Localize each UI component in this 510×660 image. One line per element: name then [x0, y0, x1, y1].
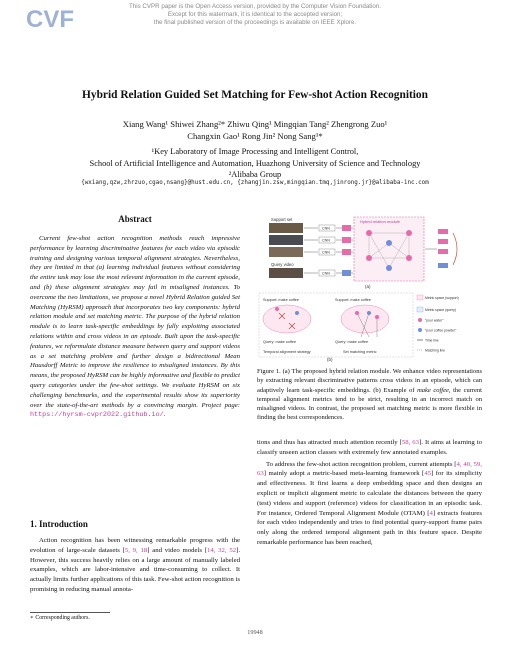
intro-text: ]. However, this success heavily relies on a large amount of manually labeled examples, which are labor-intensive and time-consuming to collect. It actually limits further applications of this task. Few-shot action recognition is promising in reducing manual annota-: [30, 546, 241, 593]
citation-link[interactable]: 45: [424, 470, 432, 478]
open-access-watermark: [0, 3, 510, 27]
affiliation-line: ²Alibaba Group: [228, 170, 282, 179]
query-make-coffee-label: Query: make coffee: [335, 340, 369, 344]
cnn-label: CNN: [322, 271, 330, 276]
legend-entry: Metric space (query): [425, 308, 456, 312]
figure-legend: [417, 295, 459, 353]
figure-1: [257, 213, 482, 363]
temporal-strategy-label: Temporal alignment strategy: [263, 350, 311, 354]
citation-link[interactable]: 14, 32, 52: [206, 546, 237, 554]
abstract-heading: Abstract: [118, 214, 152, 224]
cnn-label: CNN: [322, 250, 330, 255]
cnn-label: CNN: [322, 226, 330, 231]
set-matching-label: Set matching metric: [343, 350, 377, 354]
caption-text: , the current temporal alignment metrics tend to be strict, resulting in an incorrect match on misaligned videos. In contrast, the proposed set matching metric is more flexible in finding the best correspondences.: [257, 386, 482, 422]
intro-text: Action recognition has been witnessing remarkable progress with the evolution of large-scale datasets [: [30, 537, 240, 554]
support-make-coffee-label: Support: make coffee: [263, 298, 300, 302]
footnote: ∗ Corresponding authors.: [30, 615, 90, 621]
legend-entry: Metric space (support): [425, 296, 459, 300]
abstract-text: Current few-shot action recognition methods reach impressive performance by learning discriminative features for each video via episodic training and designing various temporal alignment strategies. Nevertheless, they are limited in that (a) learning individual features without considering the entire task may lose the most relevant information in the current episode, and (b) these alignment strategies may fail in misaligned instances. To overcome the two limitations, we propose a novel Hybrid Relation guided Set Matching (HyRSM) approach that incorporates two key components: hybrid relation module and set matching metric. The purpose of the hybrid relation module is to learn task-specific embeddings by fully exploiting associated relations within and cross videos in an episode. Built upon the task-specific features, we reformulate distance measure between query and support videos as a set matching problem and further design a bidirectional Mean Hausdorff Metric to improve the resilience to misaligned instances. By this means, the proposed HyRSM can be highly informative and flexible to predict query categories under the few-shot settings. We evaluate HyRSM on six challenging benchmarks, and the experimental results show its superiority over the state-of-the-art methods by a convincing margin. Project page:: [30, 235, 240, 409]
author-emails: {wxiang,qzw,zhrzuo,cgao,nsang}@hust.edu.cn, {zhangjin.zsw,mingqian.tmq,jinrong.jr}@alibaba-inc.com: [81, 180, 429, 186]
watermark-line: This CVPR paper is the Open Access version, provided by the Computer Vision Foundation.: [129, 3, 381, 10]
figure-part-b: [259, 293, 459, 362]
figure-part-a: [269, 217, 457, 289]
hybrid-module-label: Hybrid relation module: [360, 219, 401, 224]
authors-line: Changxin Gao¹ Rong Jin² Nong Sang¹*: [187, 131, 323, 141]
caption-emphasis: make coffee: [417, 386, 449, 394]
support-set-label: Support set: [271, 217, 293, 222]
affiliation-line: ¹Key Laboratory of Image Processing and Intelligent Control,: [151, 147, 359, 156]
citation-link[interactable]: 58, 63: [401, 439, 420, 446]
introduction-paragraph: [30, 536, 240, 595]
query-video-strip: [269, 268, 303, 278]
caption-text: Figure 1. (a) The proposed hybrid relation module. We enhance video representations by extracting relevant discriminative patterns cross videos in an episode, which can adaptively learn task-specific embeddings. (b) Example of: [257, 368, 482, 394]
paragraph: [257, 438, 482, 458]
svg-text:CVF: CVF: [26, 6, 74, 32]
cnn-label: CNN: [322, 238, 330, 243]
figure-1-caption: [257, 367, 482, 423]
abstract-end: .: [163, 411, 166, 419]
support-video-strip: [269, 247, 303, 257]
support-make-coffee-label: Support: make coffee: [335, 298, 372, 302]
paper-title: Hybrid Relation Guided Set Matching for Few-shot Action Recognition: [82, 89, 428, 101]
body-text: ] extracts features for each video independently and tries to find potential query-support frame pairs only along the ordered temporal alignment path in this feature space. Despite remarkable performance has been reached,: [257, 509, 482, 546]
intro-text: ] and video models [: [147, 546, 207, 554]
body-text: ]. It aims at learning to classify unseen action classes with extremely few annotated examples.: [257, 439, 483, 456]
author-list: [0, 118, 510, 142]
label-b: (b): [327, 357, 333, 362]
legend-entry: Time line: [425, 338, 439, 343]
citation-link[interactable]: 4: [429, 509, 433, 517]
citation-link[interactable]: 4, 40, 59, 63: [257, 460, 482, 478]
introduction-heading: 1. Introduction: [30, 519, 88, 529]
right-column-text: [257, 438, 482, 548]
legend-entry: "pour water": [425, 318, 444, 323]
body-text: ] for its simplicity and effectiveness. It first learns a deep embedding space and then designs an explicit or implicit alignment metric to calculate the distances between the query (test) videos and support (reference) videos for classification in an episodic task. For instance, Ordered Temporal Alignment Module (OTAM) [: [257, 470, 483, 517]
abstract-body: [30, 234, 240, 421]
authors-line: Xiang Wang¹ Shiwei Zhang²* Zhiwu Qing¹ Mingqian Tang² Zhengrong Zuo¹: [122, 119, 388, 129]
body-text: ] mainly adopt a metric-based meta-learning framework [: [263, 470, 425, 478]
query-make-coffee-label: Query: make coffee: [263, 340, 297, 344]
legend-entry: "pour coffee powder": [425, 328, 457, 333]
watermark-line: Except for this watermark, it is identical to the accepted version;: [167, 11, 343, 18]
body-text: To address the few-shot action recognition problem, current attempts [: [266, 460, 457, 468]
affiliations: [0, 146, 510, 181]
label-a: (a): [365, 284, 371, 289]
hybrid-relation-module-box: [354, 217, 424, 281]
paragraph: [257, 460, 482, 548]
support-video-strip: [269, 223, 303, 233]
query-video-label: Query video: [271, 262, 294, 267]
citation-link[interactable]: 5, 9, 18: [124, 546, 148, 554]
body-text: tions and thus has attracted much attention recently [: [257, 439, 402, 446]
project-page-link[interactable]: https://hyrsm-cvpr2022.github.io/: [30, 411, 164, 420]
page-number: 19948: [247, 629, 263, 636]
affiliation-line: School of Artificial Intelligence and Automation, Huazhong University of Science and Technology: [89, 158, 421, 168]
footnote-rule: [30, 612, 110, 613]
legend-entry: Matching line: [425, 348, 445, 353]
watermark-line: the final published version of the proceedings is available on IEEE Xplore.: [153, 19, 357, 26]
support-video-strip: [269, 235, 303, 245]
